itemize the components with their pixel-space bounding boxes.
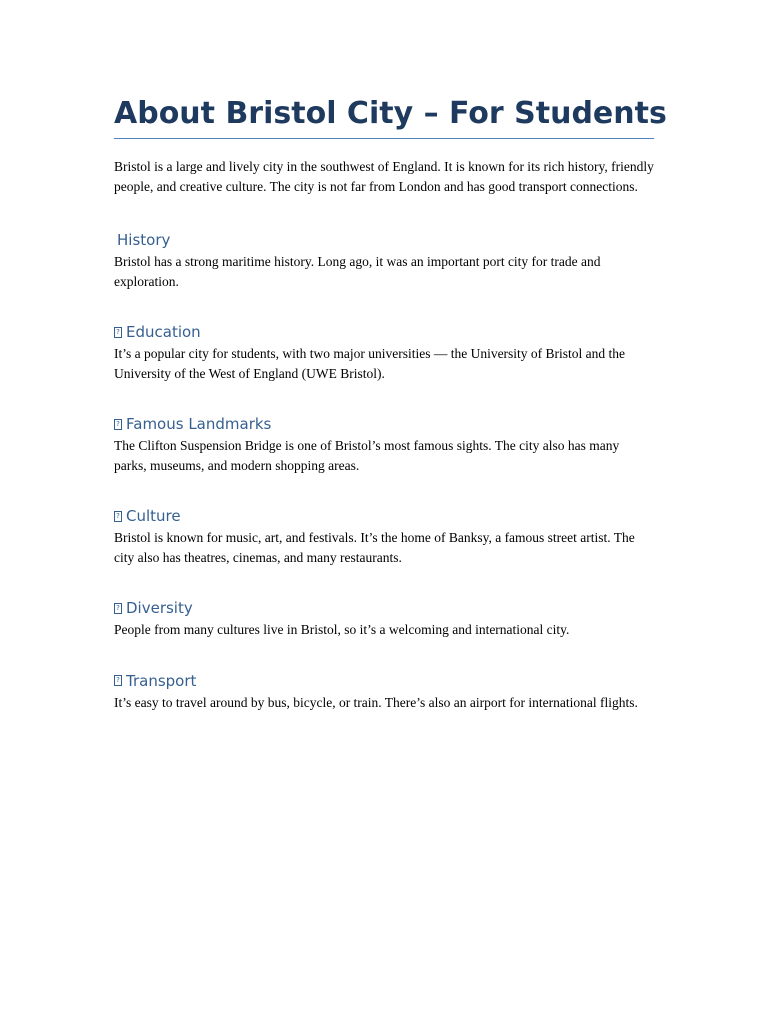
- section-heading: [114, 322, 654, 342]
- section-heading-label: Transport: [126, 671, 197, 690]
- section-heading: [114, 671, 654, 691]
- section-heading: [114, 506, 654, 526]
- section-heading-label: Education: [126, 323, 201, 341]
- missing-glyph-icon: ?: [114, 327, 122, 338]
- section-heading: [114, 598, 654, 618]
- intro-paragraph: Bristol is a large and lively city in the southwest of England. It is known for its rich history, friendly people, and creative culture. The city is not far from London and has good transport connections.: [114, 159, 654, 194]
- section-heading: [114, 414, 654, 434]
- section-history: [114, 230, 654, 291]
- section-famous-landmarks: [114, 414, 654, 475]
- section-diversity: [114, 598, 654, 640]
- section-heading-label: History: [117, 231, 171, 249]
- section-heading: [114, 230, 654, 250]
- section-body: People from many cultures live in Bristol, so it’s a welcoming and international city.: [114, 622, 570, 637]
- section-body: Bristol has a strong maritime history. Long ago, it was an important port city for trade and exploration.: [114, 254, 601, 289]
- section-body: Bristol is known for music, art, and festivals. It’s the home of Banksy, a famous street artist. The city also has theatres, cinemas, and many restaurants.: [114, 530, 635, 565]
- missing-glyph-icon: ?: [114, 419, 122, 430]
- section-heading-label: Diversity: [126, 599, 193, 617]
- page-title: About Bristol City – For Students: [114, 94, 654, 139]
- section-education: [114, 322, 654, 383]
- section-transport: [114, 671, 654, 713]
- section-body: It’s easy to travel around by bus, bicycle, or train. There’s also an airport for international flights.: [114, 694, 638, 710]
- section-body: It’s a popular city for students, with two major universities — the University of Bristol and the University of the West of England (UWE Bristol).: [114, 346, 626, 381]
- section-heading-label: Famous Landmarks: [126, 415, 272, 433]
- section-heading-label: Culture: [126, 507, 181, 525]
- missing-glyph-icon: ?: [114, 511, 122, 522]
- missing-glyph-icon: ?: [114, 675, 122, 686]
- missing-glyph-icon: ?: [114, 603, 122, 614]
- section-body: The Clifton Suspension Bridge is one of Bristol’s most famous sights. The city also has many parks, museums, and modern shopping areas.: [114, 438, 620, 473]
- section-culture: [114, 506, 654, 567]
